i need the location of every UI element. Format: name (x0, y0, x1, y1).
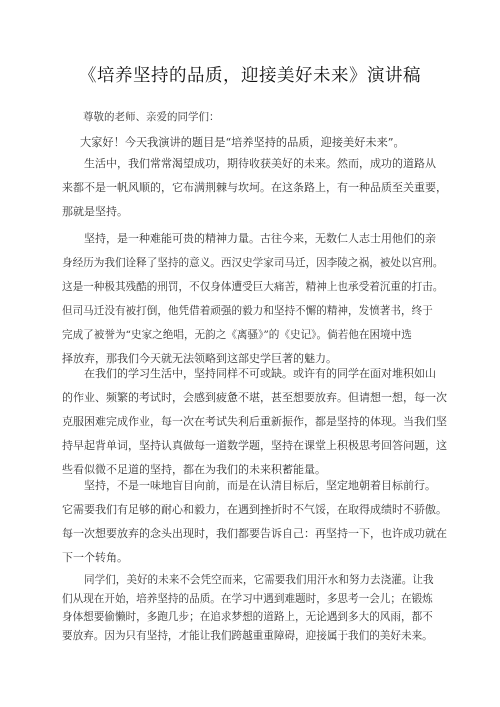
paragraph-line: 它需要我们有足够的耐心和毅力，在遇到挫折时不气馁，在取得成绩时不骄傲。 (62, 503, 447, 516)
paragraph-3 (62, 362, 447, 482)
paragraph-line: 在我们的学习生活中，坚持同样不可或缺。或许有的同学在面对堆积如山 (84, 367, 436, 380)
paragraph-line: 完成了被誉为“史家之绝唱，无韵之《离骚》”的《史记》。倘若他在困境中选 (62, 329, 412, 341)
paragraph-line: 们从现在开始，培养坚持的品质。在学习中遇到难题时，多思考一会儿；在锻炼 (62, 592, 433, 605)
paragraph-line: 些看似微不足道的坚持，都在为我们的未来积蓄能量。 (62, 463, 326, 476)
paragraph-line: 同学们，美好的未来不会凭空而来，它需要我们用汗水和努力去浇灌。让我 (84, 574, 434, 586)
paragraph-line: 但司马迁没有被打倒，他凭借着顽强的毅力和坚持不懈的精神，发愤著书，终于 (62, 305, 433, 317)
salutation: 尊敬的老师、亲爱的同学们： (83, 111, 220, 123)
paragraph-line: 克服困难完成作业，每一次在考试失利后重新振作，都是坚持的体现。当我们坚 (62, 415, 447, 428)
paragraph-2 (62, 227, 442, 371)
paragraph-line: 坚持，是一种难能可贵的精神力量。古往今来，无数仁人志士用他们的亲 (84, 232, 436, 245)
paragraph-line: 要放弃。因为只有坚持，才能让我们跨越重重障碍，迎接属于我们的美好未来。 (62, 629, 433, 642)
paragraph-line: 那就是坚持。 (62, 205, 128, 218)
paragraph-line: 来都不是一帆风顺的，它布满荆棘与坎坷。在这条路上，有一种品质至关重要， (62, 181, 447, 194)
paragraph-line: 身体想要偷懒时，多跑几步；在追求梦想的道路上，无论遇到多大的风雨，都不 (62, 611, 433, 623)
paragraph-5 (62, 571, 442, 645)
paragraph-line: 持早起背单词，坚持认真做每一道数学题，坚持在课堂上积极思考回答问题，这 (62, 439, 447, 452)
paragraph-line: 每一次想要放弃的念头出现时，我们都要告诉自己：再坚持一下，也许成功就在 (62, 527, 447, 540)
paragraph-line: 坚持，不是一味地盲目向前，而是在认清目标后，坚定地朝着目标前行。 (84, 479, 436, 492)
greeting: 大家好！今天我演讲的题目是“培养坚持的品质，迎接美好未来”。 (80, 136, 405, 149)
paragraph-1 (62, 152, 447, 224)
paragraph-line: 的作业、频繁的考试时，会感到疲惫不堪，甚至想要放弃。但请想一想，每一次 (62, 391, 447, 404)
paragraph-line: 择放弃，那我们今天就无法领略到这部史学巨著的魅力。 (62, 352, 337, 365)
paragraph-line: 这是一种极其残酷的刑罚，不仅身体遭受巨大痛苦，精神上也承受着沉重的打击。 (62, 281, 444, 293)
paragraph-4 (62, 474, 447, 570)
paragraph-line: 生活中，我们常常渴望成功，期待收获美好的未来。然而，成功的道路从 (84, 157, 436, 170)
paragraph-line: 下一个转角。 (62, 551, 128, 564)
document-title: 《培养坚持的品质，迎接美好未来》演讲稿 (79, 66, 421, 86)
paragraph-line: 身经历为我们诠释了坚持的意义。西汉史学家司马迁，因李陵之祸，被处以宫刑。 (62, 257, 444, 269)
